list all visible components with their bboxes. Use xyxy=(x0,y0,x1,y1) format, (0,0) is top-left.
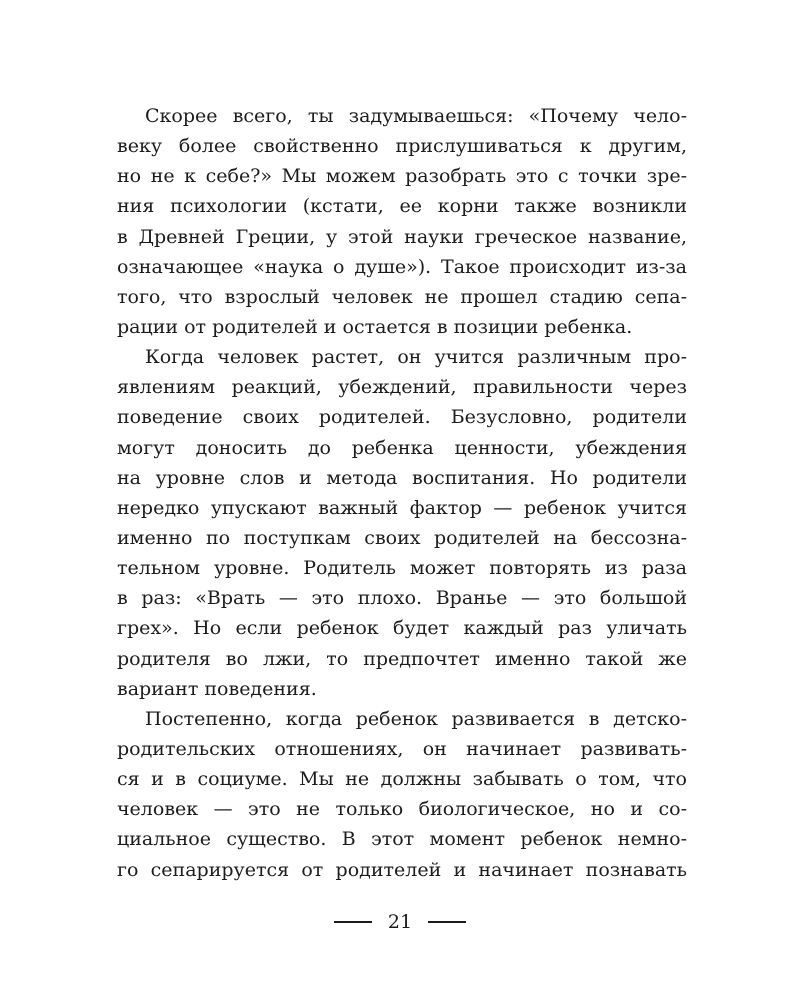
text-line: в Древней Греции, у этой науки греческое название, xyxy=(117,225,687,248)
text-line: Постепенно, когда ребенок развивается в детско- xyxy=(145,707,687,730)
text-line: ся и в социуме. Мы не должны забывать о том, что xyxy=(117,768,687,791)
text-line: могут доносить до ребенка ценности, убеждения xyxy=(117,436,687,459)
text-line: поведение своих родителей. Безусловно, родители xyxy=(117,406,687,429)
text-line: рации от родителей и остается в позиции ребенка. xyxy=(117,315,633,338)
text-line: явлениям реакций, убеждений, правильности через xyxy=(117,376,687,399)
text-line: го сепарируется от родителей и начинает познавать xyxy=(117,858,687,881)
page-number: 21 xyxy=(387,911,413,933)
text-line: вариант поведения. xyxy=(117,677,317,700)
text-line: в раз: «Врать — это плохо. Вранье — это большой xyxy=(117,587,687,610)
page-footer xyxy=(0,906,800,938)
text-line: нередко упускают важный фактор — ребенок учится xyxy=(117,496,687,519)
text-line: тельном уровне. Родитель может повторять из раза xyxy=(117,557,687,580)
text-line: родителя во лжи, то предпочтет именно такой же xyxy=(117,647,687,670)
text-line: циальное существо. В этот момент ребенок немно- xyxy=(117,828,687,851)
text-line: человек — это не только биологическое, но и со- xyxy=(117,798,687,821)
left-rule xyxy=(334,921,372,923)
text-line: родительских отношениях, он начинает развивать- xyxy=(117,737,687,760)
text-line: Когда человек растет, он учится различным про- xyxy=(145,346,687,369)
text-line: означающее «наука о душе»). Такое происходит из-за xyxy=(117,255,687,278)
text-line: но не к себе?» Мы можем разобрать это с точки зре- xyxy=(117,165,687,188)
text-line: Скорее всего, ты задумываешься: «Почему чело- xyxy=(145,105,687,127)
body-text xyxy=(117,101,687,885)
text-line: на уровне слов и метода воспитания. Но родители xyxy=(117,466,687,489)
text-line: грех». Но если ребенок будет каждый раз уличать xyxy=(117,617,687,640)
text-line: того, что взрослый человек не прошел стадию сепа- xyxy=(117,285,687,308)
right-rule xyxy=(428,921,466,923)
text-line: именно по поступкам своих родителей на бессозна- xyxy=(117,526,687,549)
text-line: веку более свойственно прислушиваться к другим, xyxy=(117,135,687,158)
text-line: ния психологии (кстати, ее корни также возникли xyxy=(117,195,687,218)
